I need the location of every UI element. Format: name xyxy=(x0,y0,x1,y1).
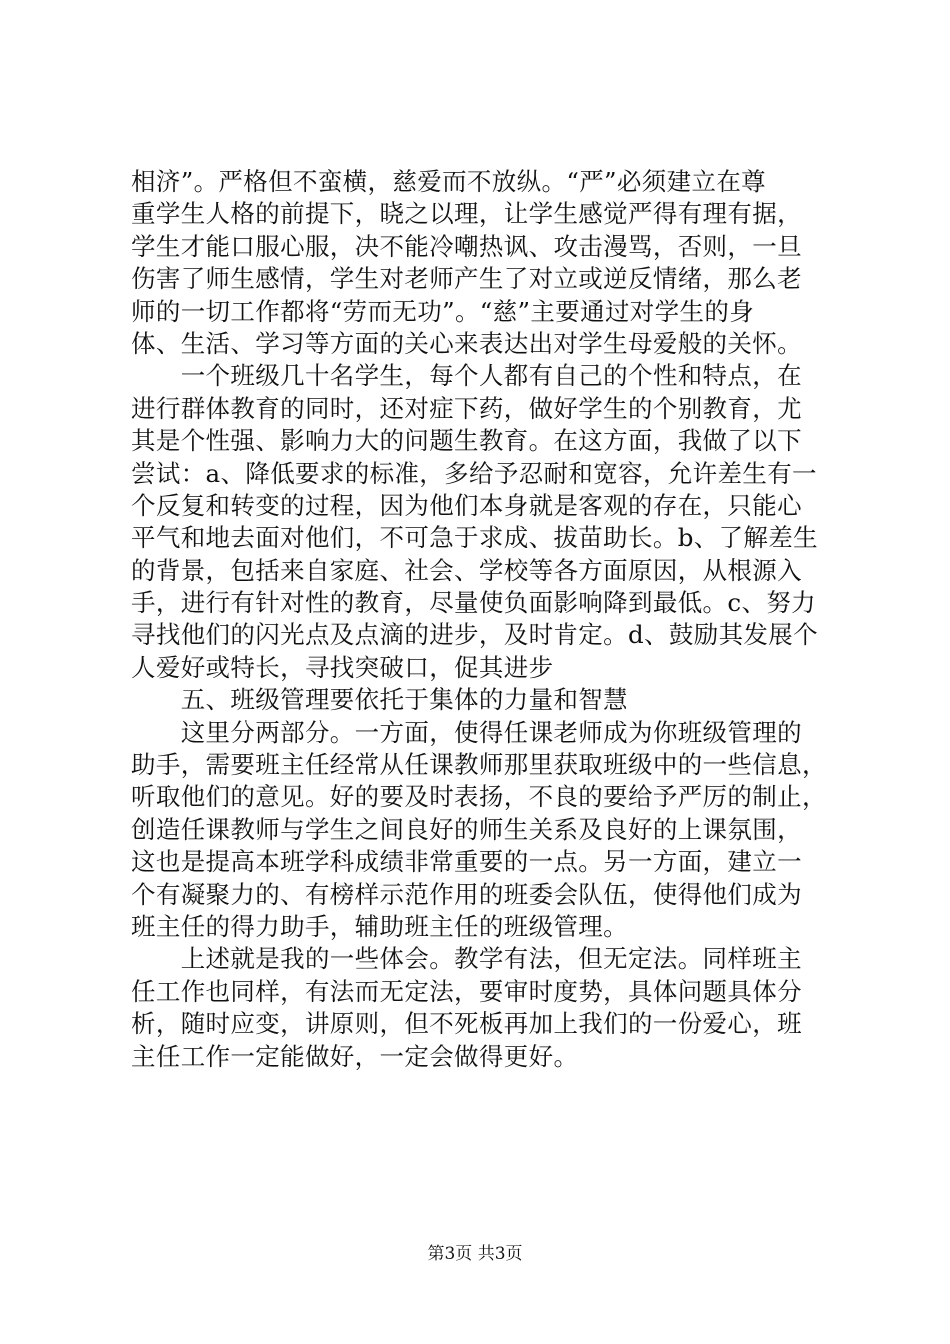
text-line: 人爱好或特长，寻找突破口，促其进步 xyxy=(131,652,554,682)
text-line: 尝试：a、降低要求的标准，多给予忍耐和宽容，允许差生有一 xyxy=(131,458,817,488)
text-line: 其是个性强、影响力大的问题生教育。在这方面，我做了以下 xyxy=(131,426,802,456)
text-line: 创造任课教师与学生之间良好的师生关系及良好的上课氛围， xyxy=(131,814,802,844)
text-line: 析，随时应变，讲原则，但不死板再加上我们的一份爱心，班 xyxy=(131,1009,802,1039)
text-line: 这里分两部分。一方面，使得任课老师成为你班级管理的 xyxy=(131,717,802,747)
text-line: 伤害了师生感情，学生对老师产生了对立或逆反情绪，那么老 xyxy=(131,264,802,294)
text-line: 寻找他们的闪光点及点滴的进步，及时肯定。d、鼓励其发展个 xyxy=(131,620,818,650)
text-line: 进行群体教育的同时，还对症下药，做好学生的个别教育，尤 xyxy=(131,393,802,423)
text-line: 一个班级几十名学生，每个人都有自己的个性和特点，在 xyxy=(131,361,802,391)
text-line: 上述就是我的一些体会。教学有法，但无定法。同样班主 xyxy=(131,944,802,974)
section-heading: 五、班级管理要依托于集体的力量和智慧 xyxy=(131,685,628,715)
text-line: 个有凝聚力的、有榜样示范作用的班委会队伍，使得他们成为 xyxy=(131,879,802,909)
text-line: 师的一切工作都将“劳而无功”。“慈”主要通过对学生的身 xyxy=(131,296,755,326)
text-line: 主任工作一定能做好，一定会做得更好。 xyxy=(131,1041,579,1071)
text-line: 的背景，包括来自家庭、社会、学校等各方面原因，从根源入 xyxy=(131,555,802,585)
text-line: 任工作也同样，有法而无定法，要审时度势，具体问题具体分 xyxy=(131,976,802,1006)
text-line: 手，进行有针对性的教育，尽量使负面影响降到最低。c、努力 xyxy=(131,588,817,618)
text-line: 相济”。严格但不蛮横，慈爱而不放纵。“严”必须建立在尊 xyxy=(131,167,767,196)
text-line: 平气和地去面对他们，不可急于求成、拔苗助长。b、了解差生 xyxy=(131,523,818,553)
text-line: 助手，需要班主任经常从任课教师那里获取班级中的一些信息， xyxy=(131,750,827,780)
text-line: 体、生活、学习等方面的关心来表达出对学生母爱般的关怀。 xyxy=(131,328,802,358)
text-line: 学生才能口服心服，决不能冷嘲热讽、攻击漫骂，否则，一旦 xyxy=(131,231,802,261)
text-line: 听取他们的意见。好的要及时表扬，不良的要给予严厉的制止， xyxy=(131,782,827,812)
text-line: 这也是提高本班学科成绩非常重要的一点。另一方面，建立一 xyxy=(131,847,802,877)
text-line: 重学生人格的前提下，晓之以理，让学生感觉严得有理有据， xyxy=(131,199,802,229)
page-number-footer: 第3页 共3页 xyxy=(427,1244,523,1264)
text-line: 班主任的得力助手，辅助班主任的班级管理。 xyxy=(131,911,628,941)
body-text xyxy=(131,166,831,1073)
text-line: 个反复和转变的过程，因为他们本身就是客观的存在，只能心 xyxy=(131,490,802,520)
